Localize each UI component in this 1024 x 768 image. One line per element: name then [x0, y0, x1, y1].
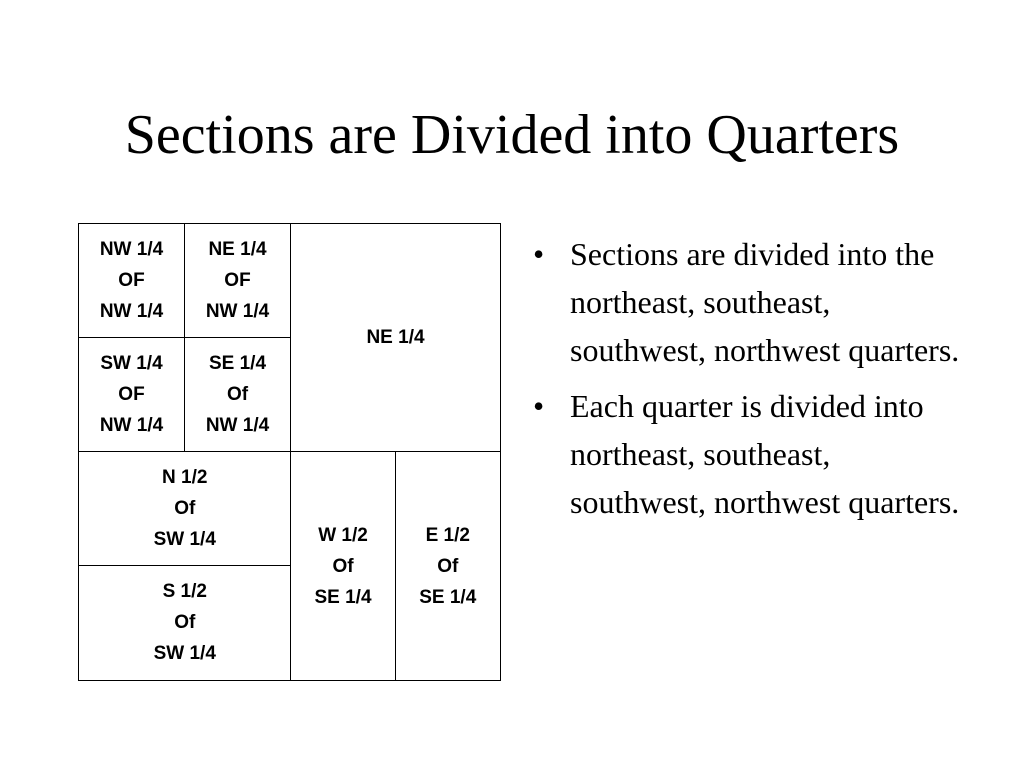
cell-s-half-of-sw	[78, 565, 292, 682]
cell-line: Of	[437, 555, 459, 577]
bullet-text: Sections are divided into the northeast, southeast, southwest, northwest quarters.	[570, 236, 960, 368]
bullet-list	[533, 230, 973, 534]
cell-ne-quarter	[290, 223, 501, 453]
bullet-text: Each quarter is divided into northeast, southeast, southwest, northwest quarters.	[570, 388, 960, 520]
cell-line: NW 1/4	[205, 415, 270, 436]
cell-line: NW 1/4	[205, 301, 270, 322]
cell-line: NW 1/4	[99, 239, 164, 260]
cell-line: SE 1/4	[419, 586, 477, 608]
cell-line: SE 1/4	[208, 353, 267, 374]
cell-line: NE 1/4	[366, 327, 425, 349]
cell-se-of-nw	[184, 337, 292, 453]
bullet-item	[533, 230, 973, 374]
cell-e-half-of-se	[395, 451, 502, 681]
bullet-marker: •	[533, 388, 545, 424]
cell-line: NW 1/4	[99, 415, 164, 436]
cell-ne-of-nw	[184, 223, 292, 338]
bullet-item	[533, 382, 973, 526]
cell-line: Of	[174, 498, 196, 519]
cell-line: SW 1/4	[153, 529, 216, 550]
cell-line: E 1/2	[425, 524, 470, 546]
cell-line: OF	[224, 270, 251, 291]
section-quarters-diagram	[78, 223, 501, 681]
bullet-marker: •	[533, 236, 545, 272]
cell-line: OF	[118, 384, 145, 405]
cell-w-half-of-se	[290, 451, 396, 681]
cell-line: Of	[226, 384, 249, 405]
slide-title: Sections are Divided into Quarters	[124, 104, 900, 166]
cell-line: Of	[332, 555, 354, 577]
cell-line: NE 1/4	[208, 239, 267, 260]
cell-line: Of	[174, 612, 196, 634]
cell-line: SW 1/4	[100, 353, 163, 374]
cell-line: W 1/2	[318, 524, 368, 546]
cell-line: OF	[118, 270, 145, 291]
cell-nw-of-nw	[78, 223, 185, 338]
cell-line: SW 1/4	[153, 643, 216, 665]
cell-sw-of-nw	[78, 337, 185, 453]
cell-line: N 1/2	[162, 467, 208, 488]
cell-line: S 1/2	[162, 581, 207, 603]
cell-line: SE 1/4	[314, 586, 372, 608]
cell-n-half-of-sw	[78, 451, 292, 566]
cell-line: NW 1/4	[99, 301, 164, 322]
